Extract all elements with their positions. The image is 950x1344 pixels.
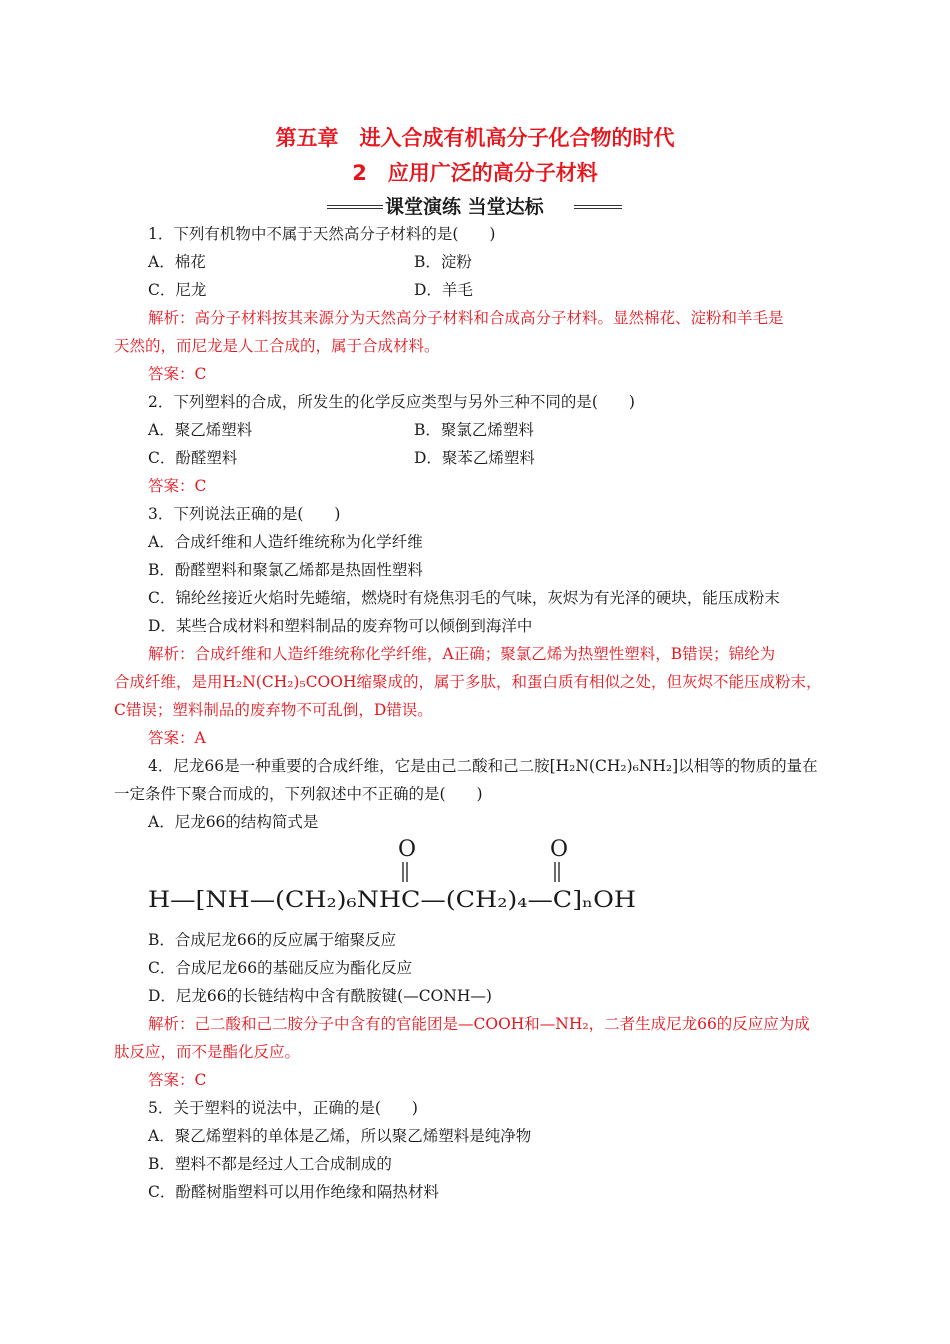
text-line: 3．下列说法正确的是( ) [148, 505, 341, 523]
answer-line: 答案：C [148, 477, 207, 495]
explanation-line: 合成纤维，是用H₂N(CH₂)₅COOH缩聚成的，属于多肽，和蛋白质有相似之处，但灰烬不能压成粉末， [114, 673, 822, 691]
text-line: B．聚氯乙烯塑料 [414, 421, 534, 439]
text-line: D．某些合成材料和塑料制品的废弃物可以倾倒到海洋中 [148, 617, 533, 635]
explanation-line: 天然的，而尼龙是人工合成的，属于合成材料。 [114, 337, 440, 355]
text-line: A．聚乙烯塑料的单体是乙烯，所以聚乙烯塑料是纯净物 [148, 1127, 532, 1145]
text-line: D．羊毛 [414, 281, 473, 299]
text-line: C．尼龙 [148, 281, 207, 299]
text-line: D．聚苯乙烯塑料 [414, 449, 535, 467]
text-line: 5．关于塑料的说法中，正确的是( ) [148, 1099, 418, 1117]
text-line: A．聚乙烯塑料 [148, 421, 253, 439]
text-line: B．塑料不都是经过人工合成制成的 [148, 1155, 392, 1173]
text-line: B．淀粉 [414, 253, 472, 271]
text-line: C．酚醛树脂塑料可以用作绝缘和隔热材料 [148, 1183, 439, 1201]
banner-rule-right-2 [574, 208, 622, 209]
text-line: 一定条件下聚合而成的，下列叙述中不正确的是( ) [114, 785, 483, 803]
formula-oxygen-1: O [398, 837, 417, 862]
text-line: 4．尼龙66是一种重要的合成纤维，它是由己二酸和己二胺[H₂N(CH₂)₆NH₂]以相等的物质的量在 [148, 757, 818, 775]
formula-oxygen-2: O [550, 837, 569, 862]
banner-rule-right [574, 205, 622, 206]
formula-svg [148, 832, 648, 922]
section-banner [0, 192, 950, 220]
answer-line: 答案：C [148, 365, 207, 383]
text-line: B．酚醛塑料和聚氯乙烯都是热固性塑料 [148, 561, 423, 579]
text-line: C．合成尼龙66的基础反应为酯化反应 [148, 959, 413, 977]
explanation-line: 解析：己二酸和己二胺分子中含有的官能团是—COOH和—NH₂，二者生成尼龙66的反应应为成 [148, 1015, 810, 1033]
text-line: 2．下列塑料的合成，所发生的化学反应类型与另外三种不同的是( ) [148, 393, 635, 411]
explanation-line: 解析：合成纤维和人造纤维统称化学纤维，A正确；聚氯乙烯为热塑性塑料，B错误；锦纶为 [148, 645, 776, 663]
text-line: C．锦纶丝接近火焰时先蜷缩，燃烧时有烧焦羽毛的气味，灰烬为有光泽的硬块，能压成粉末 [148, 589, 780, 607]
answer-line: 答案：C [148, 1071, 207, 1089]
text-line: A．棉花 [148, 253, 206, 271]
text-line: 1．下列有机物中不属于天然高分子材料的是( ) [148, 225, 496, 243]
banner-rule-left-2 [327, 208, 383, 209]
chapter-title: 第五章 进入合成有机高分子化合物的时代 [275, 126, 675, 150]
answer-line: 答案：A [148, 729, 206, 747]
explanation-line: C错误；塑料制品的废弃物不可乱倒，D错误。 [114, 701, 433, 719]
banner-rule-left [327, 205, 383, 206]
text-line: B．合成尼龙66的反应属于缩聚反应 [148, 931, 397, 949]
text-line: C．酚醛塑料 [148, 449, 238, 467]
nylon66-structural-formula [148, 832, 648, 922]
text-line: A．尼龙66的结构简式是 [148, 813, 319, 831]
text-line: D．尼龙66的长链结构中含有酰胺键(—CONH—) [148, 987, 492, 1005]
explanation-line: 解析：高分子材料按其来源分为天然高分子材料和合成高分子材料。显然棉花、淀粉和羊毛是 [148, 309, 784, 327]
banner-label: 课堂演练 当堂达标 [385, 196, 544, 218]
formula-main: H—[NH—(CH₂)₆NHC—(CH₂)₄—C]ₙOH [148, 888, 636, 913]
text-line: A．合成纤维和人造纤维统称为化学纤维 [148, 533, 423, 551]
explanation-line: 肽反应，而不是酯化反应。 [114, 1043, 301, 1061]
section-title: 2 应用广泛的高分子材料 [352, 161, 598, 185]
